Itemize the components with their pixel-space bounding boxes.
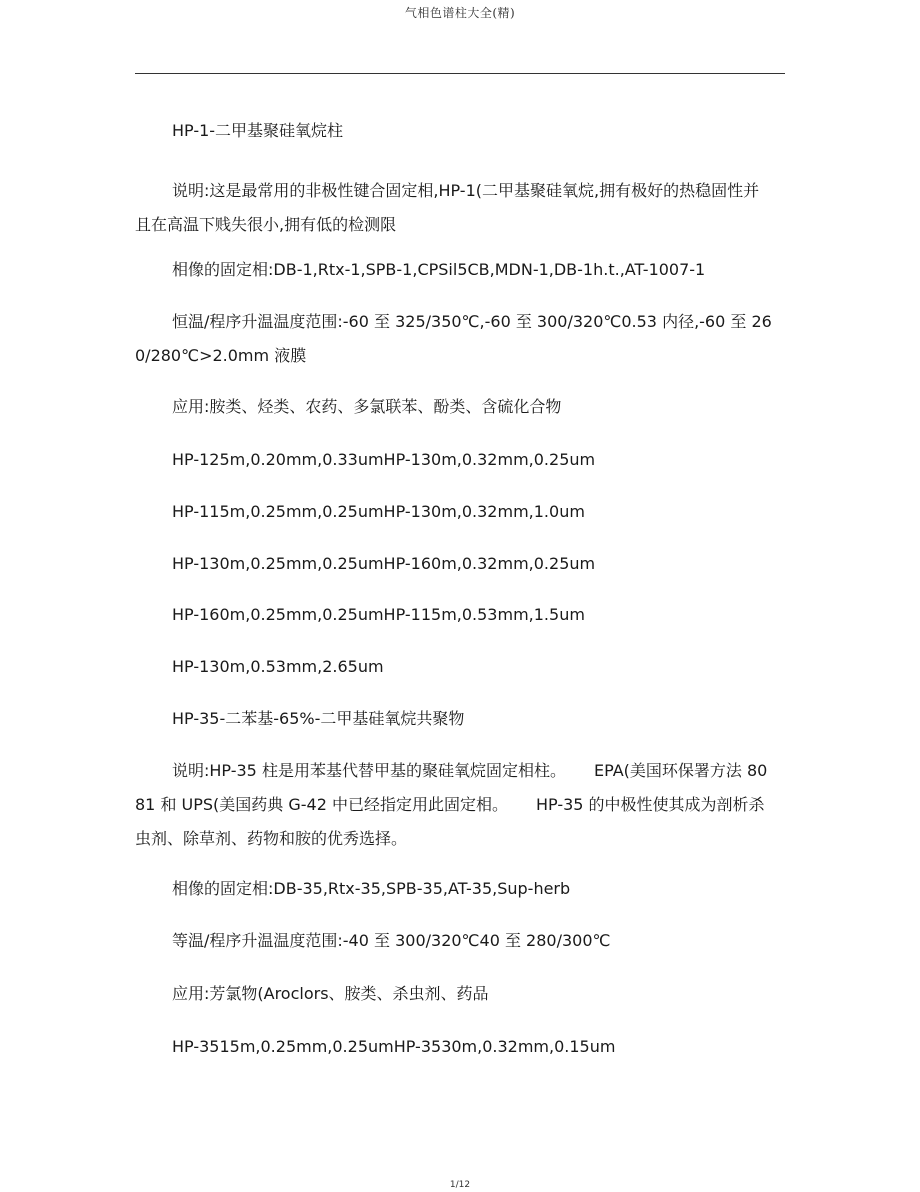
section-heading-hp35: HP-35-二苯基-65%-二甲基硅氧烷共聚物 [172,709,465,728]
section-heading-hp1: HP-1-二甲基聚硅氧烷柱 [172,121,344,140]
paragraph-hp35-description-part-1: 说明:HP-35 柱是用苯基代替甲基的聚硅氧烷固定相柱。 [172,761,566,780]
page-header-title: 气相色谱柱大全(精) [404,6,516,20]
paragraph-hp35-temperature-range: 等温/程序升温温度范围:-40 至 300/320℃40 至 280/300℃ [172,931,611,950]
header-divider [135,73,785,74]
paragraph-hp35-description [135,754,775,856]
paragraph-hp1-spec-line-3: HP-130m,0.25mm,0.25umHP-160m,0.32mm,0.25um [172,554,596,573]
paragraph-hp35-spec-line-1: HP-3515m,0.25mm,0.25umHP-3530m,0.32mm,0.15um [172,1037,616,1056]
paragraph-hp1-spec-line-1: HP-125m,0.20mm,0.33umHP-130m,0.32mm,0.25um [172,450,596,469]
paragraph-hp35-description-part-2: EPA(美国环保署方法 8081 和 UPS(美国药典 G-42 中已经指定用此固定相。 [135,761,768,814]
paragraph-hp1-applications: 应用:胺类、烃类、农药、多氯联苯、酚类、含硫化合物 [172,397,562,416]
paragraph-hp35-applications: 应用:芳氯物(Aroclors、胺类、杀虫剂、药品 [172,984,489,1003]
page-number: 1/12 [449,1180,471,1190]
paragraph-hp35-description-part-3: HP-35 的中极性使其成为剖析杀虫剂、除草剂、药物和胺的优秀选择。 [135,795,765,848]
paragraph-hp1-description: 说明:这是最常用的非极性键合固定相,HP-1(二甲基聚硅氧烷,拥有极好的热稳固性并且在高温下贱失很小,拥有低的检测限 [135,181,760,234]
paragraph-hp1-temperature-range: 恒温/程序升温温度范围:-60 至 325/350℃,-60 至 300/320℃0.53 内径,-60 至 260/280℃>2.0mm 液膜 [135,312,772,365]
paragraph-hp1-spec-line-2: HP-115m,0.25mm,0.25umHP-130m,0.32mm,1.0um [172,502,585,521]
paragraph-hp1-similar-phases: 相像的固定相:DB-1,Rtx-1,SPB-1,CPSil5CB,MDN-1,DB-1h.t.,AT-1007-1 [172,260,706,279]
paragraph-hp1-spec-line-5: HP-130m,0.53mm,2.65um [172,657,384,676]
paragraph-hp35-similar-phases: 相像的固定相:DB-35,Rtx-35,SPB-35,AT-35,Sup-herb [172,879,571,898]
paragraph-hp1-spec-line-4: HP-160m,0.25mm,0.25umHP-115m,0.53mm,1.5um [172,605,585,624]
